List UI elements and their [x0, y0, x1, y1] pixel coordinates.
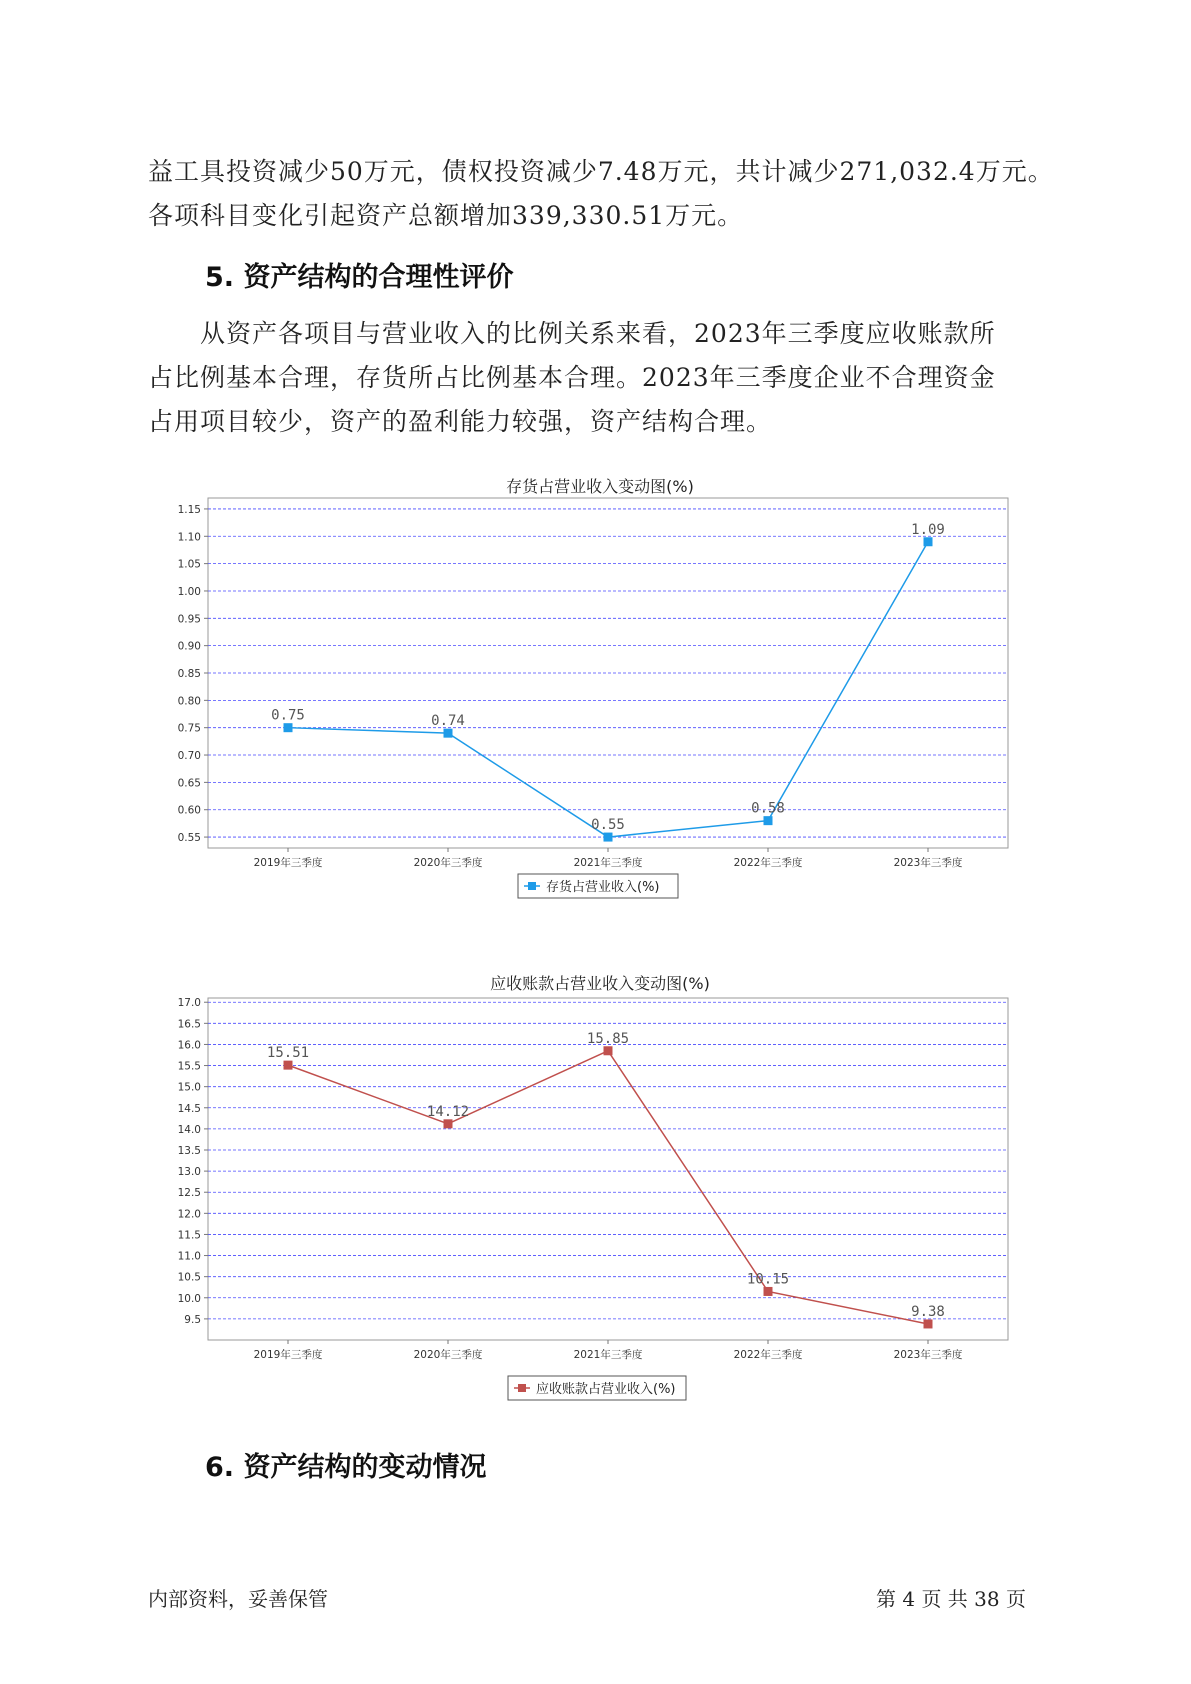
- paragraph-line: 从资产各项目与营业收入的比例关系来看，2023年三季度应收账款所: [200, 319, 996, 348]
- x-tick-label: 2019年三季度: [253, 1349, 323, 1361]
- x-tick-label: 2020年三季度: [413, 857, 483, 869]
- legend-marker: [528, 882, 536, 890]
- data-point: [284, 1061, 293, 1070]
- y-tick-label: 0.65: [177, 777, 201, 790]
- data-point: [764, 816, 773, 825]
- paragraph-line: 各项科目变化引起资产总额增加339,330.51万元。: [148, 201, 744, 230]
- y-tick-label: 16.0: [177, 1039, 201, 1052]
- receivables-ratio-chart: [160, 965, 1030, 1400]
- plot-area: [178, 997, 1008, 1361]
- paragraph-asset-evaluation: [148, 312, 1048, 444]
- legend: [518, 874, 678, 898]
- receivables-ratio-svg: [160, 965, 1030, 1400]
- y-tick-label: 0.70: [177, 750, 201, 763]
- paragraph-line: 益工具投资减少50万元，债权投资减少7.48万元，共计减少271,032.4万元。: [148, 157, 1054, 186]
- y-tick-label: 12.5: [177, 1187, 201, 1200]
- y-tick-label: 0.80: [177, 695, 201, 708]
- chart-title: 应收账款占营业收入变动图(%): [490, 974, 710, 993]
- y-tick-label: 13.0: [177, 1166, 201, 1179]
- data-label: 14.12: [426, 1103, 470, 1120]
- data-label: 9.38: [911, 1303, 945, 1320]
- y-tick-label: 0.60: [177, 804, 201, 817]
- paragraph-line: 占比例基本合理，存货所占比例基本合理。2023年三季度企业不合理资金: [148, 363, 996, 392]
- y-tick-label: 1.00: [177, 585, 201, 598]
- y-tick-label: 11.0: [177, 1250, 201, 1263]
- data-label: 10.15: [746, 1271, 790, 1288]
- legend: [508, 1376, 686, 1400]
- y-tick-label: 13.5: [177, 1145, 201, 1157]
- y-tick-label: 14.5: [177, 1102, 201, 1115]
- x-tick-label: 2019年三季度: [253, 857, 323, 869]
- data-label: 1.09: [911, 521, 945, 538]
- footer-page-number: 第 4 页 共 38 页: [876, 1587, 1026, 1611]
- y-tick-label: 0.55: [177, 832, 201, 845]
- y-tick-label: 14.0: [177, 1123, 201, 1136]
- data-point: [924, 537, 933, 546]
- y-tick-label: 17.0: [177, 997, 201, 1010]
- paragraph-continuation: [148, 150, 1054, 238]
- y-tick-label: 1.15: [177, 503, 201, 516]
- x-tick-label: 2021年三季度: [573, 1349, 643, 1361]
- y-tick-label: 1.10: [177, 531, 201, 544]
- inventory-ratio-svg: [160, 468, 1030, 898]
- data-label: 0.58: [751, 800, 785, 817]
- section-heading-5: 5. 资产结构的合理性评价: [205, 262, 514, 293]
- footer-confidential: 内部资料，妥善保管: [148, 1587, 328, 1611]
- y-tick-label: 0.85: [177, 668, 201, 680]
- x-tick-label: 2023年三季度: [893, 1349, 963, 1361]
- data-point: [284, 723, 293, 732]
- y-tick-label: 0.75: [177, 722, 201, 735]
- y-tick-label: 12.0: [177, 1208, 201, 1221]
- data-label: 15.85: [586, 1030, 630, 1047]
- y-tick-label: 0.90: [177, 640, 201, 653]
- x-tick-label: 2020年三季度: [413, 1349, 483, 1361]
- data-point: [764, 1287, 773, 1296]
- y-tick-label: 9.5: [184, 1313, 201, 1326]
- legend-marker: [518, 1384, 526, 1392]
- data-label: 15.51: [266, 1045, 310, 1062]
- y-tick-label: 11.5: [177, 1229, 201, 1242]
- y-tick-label: 1.05: [177, 558, 201, 571]
- data-point: [604, 1046, 613, 1055]
- y-tick-label: 15.5: [177, 1060, 201, 1073]
- x-tick-label: 2022年三季度: [733, 857, 803, 869]
- section-heading-6: 6. 资产结构的变动情况: [205, 1452, 487, 1483]
- x-tick-label: 2023年三季度: [893, 857, 963, 869]
- legend-label: 存货占营业收入(%): [546, 880, 660, 895]
- plot-area: [178, 498, 1008, 869]
- chart-title: 存货占营业收入变动图(%): [506, 477, 694, 496]
- legend-label: 应收账款占营业收入(%): [536, 1382, 676, 1397]
- data-point: [604, 833, 613, 842]
- inventory-ratio-chart: [160, 468, 1030, 898]
- data-label: 0.75: [271, 707, 305, 724]
- x-tick-label: 2021年三季度: [573, 857, 643, 869]
- data-point: [924, 1319, 933, 1328]
- y-tick-label: 0.95: [177, 613, 201, 626]
- data-point: [444, 729, 453, 738]
- y-tick-label: 10.0: [177, 1292, 201, 1305]
- y-tick-label: 10.5: [177, 1271, 201, 1284]
- y-tick-label: 15.0: [177, 1081, 201, 1094]
- paragraph-line: 占用项目较少，资产的盈利能力较强，资产结构合理。: [148, 407, 773, 436]
- data-label: 0.74: [431, 713, 465, 730]
- x-tick-label: 2022年三季度: [733, 1349, 803, 1361]
- data-label: 0.55: [591, 817, 625, 834]
- data-point: [444, 1119, 453, 1128]
- y-tick-label: 16.5: [177, 1018, 201, 1031]
